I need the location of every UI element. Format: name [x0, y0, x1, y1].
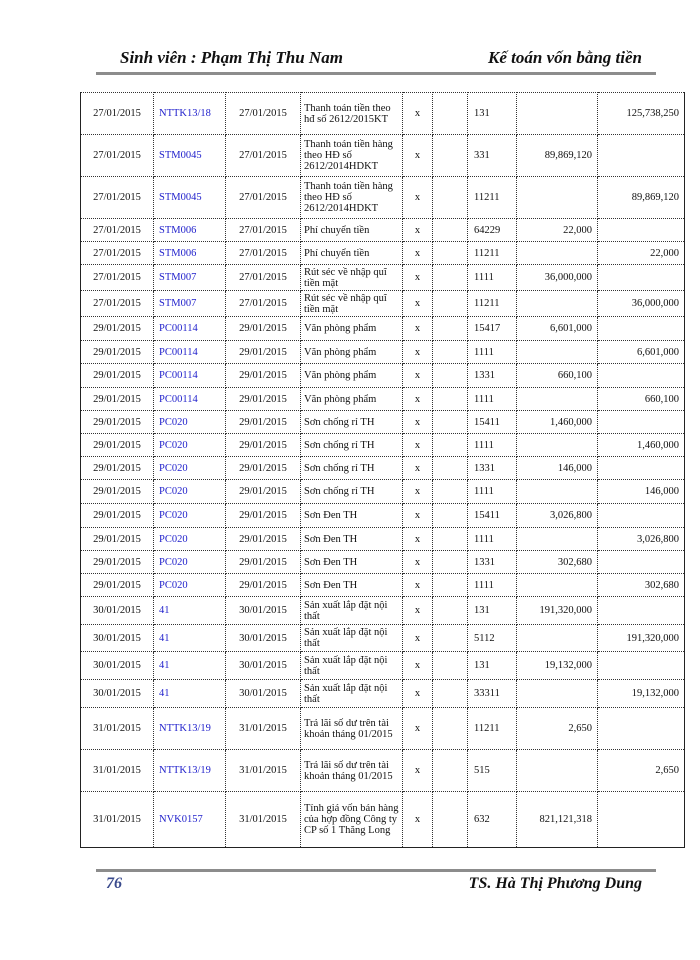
debit-cell: [517, 574, 598, 597]
table-row: [81, 792, 685, 848]
table-row: [81, 388, 685, 411]
description-cell: Văn phòng phẩm: [301, 317, 403, 341]
table-row: [81, 135, 685, 177]
document-date-cell: 31/01/2015: [226, 708, 301, 750]
flag-cell: x: [403, 341, 433, 364]
debit-cell: 2,650: [517, 708, 598, 750]
document-date-cell: 29/01/2015: [226, 574, 301, 597]
debit-cell: 146,000: [517, 457, 598, 480]
account-cell: 131: [468, 597, 517, 625]
date-cell: 27/01/2015: [81, 291, 154, 317]
document-no-cell: STM0045: [154, 135, 226, 177]
blank-cell: [433, 574, 468, 597]
flag-cell: x: [403, 680, 433, 708]
document-date-cell: 29/01/2015: [226, 551, 301, 574]
description-cell: Sơn chống rỉ TH: [301, 457, 403, 480]
account-cell: 11211: [468, 242, 517, 265]
table-row: [81, 680, 685, 708]
document-date-cell: 29/01/2015: [226, 411, 301, 434]
document-date-cell: 29/01/2015: [226, 364, 301, 388]
description-cell: Sản xuất lắp đặt nội thất: [301, 680, 403, 708]
credit-cell: 22,000: [598, 242, 685, 265]
page-number: 76: [106, 875, 122, 892]
table-row: [81, 750, 685, 792]
table-row: [81, 265, 685, 291]
document-date-cell: 27/01/2015: [226, 93, 301, 135]
account-cell: 515: [468, 750, 517, 792]
account-cell: 1111: [468, 574, 517, 597]
flag-cell: x: [403, 388, 433, 411]
description-cell: Sản xuất lắp đặt nội thất: [301, 652, 403, 680]
description-cell: Phí chuyển tiền: [301, 242, 403, 265]
blank-cell: [433, 792, 468, 848]
flag-cell: x: [403, 434, 433, 457]
document-no-cell: STM007: [154, 291, 226, 317]
date-cell: 29/01/2015: [81, 411, 154, 434]
date-cell: 29/01/2015: [81, 551, 154, 574]
table-row: [81, 291, 685, 317]
document-no-cell: PC020: [154, 457, 226, 480]
credit-cell: [598, 597, 685, 625]
debit-cell: [517, 528, 598, 551]
account-cell: 33311: [468, 680, 517, 708]
description-cell: Trả lãi số dư trên tài khoản tháng 01/2015: [301, 750, 403, 792]
debit-cell: [517, 434, 598, 457]
document-no-cell: STM0045: [154, 177, 226, 219]
blank-cell: [433, 551, 468, 574]
date-cell: 29/01/2015: [81, 574, 154, 597]
document-no-cell: PC020: [154, 480, 226, 504]
account-cell: 331: [468, 135, 517, 177]
credit-cell: 302,680: [598, 574, 685, 597]
description-cell: Sơn chống rỉ TH: [301, 411, 403, 434]
table-row: [81, 219, 685, 242]
debit-cell: 660,100: [517, 364, 598, 388]
document-date-cell: 29/01/2015: [226, 388, 301, 411]
date-cell: 29/01/2015: [81, 388, 154, 411]
document-no-cell: PC00114: [154, 388, 226, 411]
document-no-cell: STM006: [154, 242, 226, 265]
credit-cell: 2,650: [598, 750, 685, 792]
table-row: [81, 177, 685, 219]
date-cell: 29/01/2015: [81, 317, 154, 341]
debit-cell: [517, 480, 598, 504]
blank-cell: [433, 177, 468, 219]
debit-cell: [517, 680, 598, 708]
document-no-cell: NTTK13/19: [154, 708, 226, 750]
credit-cell: [598, 652, 685, 680]
debit-cell: [517, 242, 598, 265]
date-cell: 29/01/2015: [81, 504, 154, 528]
description-cell: Sơn Đen TH: [301, 528, 403, 551]
account-cell: 632: [468, 792, 517, 848]
debit-cell: 6,601,000: [517, 317, 598, 341]
table-row: [81, 434, 685, 457]
document-no-cell: PC020: [154, 574, 226, 597]
credit-cell: 89,869,120: [598, 177, 685, 219]
table-row: [81, 317, 685, 341]
blank-cell: [433, 219, 468, 242]
account-cell: 1331: [468, 457, 517, 480]
date-cell: 30/01/2015: [81, 597, 154, 625]
flag-cell: x: [403, 317, 433, 341]
description-cell: Sơn chống rỉ TH: [301, 434, 403, 457]
credit-cell: [598, 551, 685, 574]
blank-cell: [433, 652, 468, 680]
description-cell: Phí chuyển tiền: [301, 219, 403, 242]
document-no-cell: NTTK13/19: [154, 750, 226, 792]
table-row: [81, 597, 685, 625]
account-cell: 1331: [468, 551, 517, 574]
blank-cell: [433, 364, 468, 388]
account-cell: 1331: [468, 364, 517, 388]
date-cell: 27/01/2015: [81, 219, 154, 242]
flag-cell: x: [403, 364, 433, 388]
credit-cell: [598, 792, 685, 848]
table-row: [81, 93, 685, 135]
account-cell: 11211: [468, 291, 517, 317]
blank-cell: [433, 291, 468, 317]
flag-cell: x: [403, 597, 433, 625]
credit-cell: [598, 317, 685, 341]
document-no-cell: PC00114: [154, 317, 226, 341]
date-cell: 30/01/2015: [81, 625, 154, 652]
account-cell: 1111: [468, 341, 517, 364]
document-no-cell: PC020: [154, 551, 226, 574]
document-date-cell: 30/01/2015: [226, 625, 301, 652]
student-name: Sinh viên : Phạm Thị Thu Nam: [120, 48, 343, 67]
blank-cell: [433, 265, 468, 291]
credit-cell: 19,132,000: [598, 680, 685, 708]
account-cell: 64229: [468, 219, 517, 242]
document-date-cell: 29/01/2015: [226, 480, 301, 504]
date-cell: 29/01/2015: [81, 457, 154, 480]
page-header: [112, 46, 642, 72]
date-cell: 27/01/2015: [81, 93, 154, 135]
footer-rule: [96, 869, 656, 872]
credit-cell: 125,738,250: [598, 93, 685, 135]
account-cell: 1111: [468, 388, 517, 411]
blank-cell: [433, 750, 468, 792]
document-date-cell: 29/01/2015: [226, 457, 301, 480]
description-cell: Tính giá vốn bán hàng của hợp đồng Công ty CP số 1 Thăng Long: [301, 792, 403, 848]
description-cell: Thanh toán tiền hàng theo HĐ số 2612/2014HDKT: [301, 135, 403, 177]
document-date-cell: 29/01/2015: [226, 317, 301, 341]
credit-cell: 660,100: [598, 388, 685, 411]
date-cell: 31/01/2015: [81, 750, 154, 792]
flag-cell: x: [403, 242, 433, 265]
credit-cell: [598, 457, 685, 480]
account-cell: 15411: [468, 504, 517, 528]
document-no-cell: NVK0157: [154, 792, 226, 848]
account-cell: 1111: [468, 480, 517, 504]
flag-cell: x: [403, 750, 433, 792]
document-date-cell: 27/01/2015: [226, 265, 301, 291]
document-no-cell: PC020: [154, 528, 226, 551]
debit-cell: 821,121,318: [517, 792, 598, 848]
credit-cell: [598, 135, 685, 177]
account-cell: 1111: [468, 265, 517, 291]
document-date-cell: 30/01/2015: [226, 597, 301, 625]
flag-cell: x: [403, 219, 433, 242]
description-cell: Sản xuất lắp đặt nội thất: [301, 597, 403, 625]
blank-cell: [433, 93, 468, 135]
blank-cell: [433, 242, 468, 265]
flag-cell: x: [403, 708, 433, 750]
account-cell: 11211: [468, 177, 517, 219]
document-no-cell: 41: [154, 625, 226, 652]
document-no-cell: 41: [154, 652, 226, 680]
blank-cell: [433, 708, 468, 750]
flag-cell: x: [403, 652, 433, 680]
document-no-cell: NTTK13/18: [154, 93, 226, 135]
flag-cell: x: [403, 574, 433, 597]
description-cell: Sơn Đen TH: [301, 504, 403, 528]
debit-cell: 3,026,800: [517, 504, 598, 528]
blank-cell: [433, 457, 468, 480]
flag-cell: x: [403, 551, 433, 574]
document-date-cell: 29/01/2015: [226, 434, 301, 457]
account-cell: 15417: [468, 317, 517, 341]
page-footer: [106, 873, 642, 895]
document-no-cell: PC020: [154, 434, 226, 457]
date-cell: 29/01/2015: [81, 480, 154, 504]
debit-cell: [517, 388, 598, 411]
account-cell: 131: [468, 652, 517, 680]
credit-cell: [598, 411, 685, 434]
report-topic: Kế toán vốn bằng tiền: [488, 48, 642, 67]
table-row: [81, 574, 685, 597]
table-row: [81, 625, 685, 652]
blank-cell: [433, 388, 468, 411]
debit-cell: [517, 177, 598, 219]
date-cell: 29/01/2015: [81, 528, 154, 551]
description-cell: Sản xuất lắp đặt nội thất: [301, 625, 403, 652]
flag-cell: x: [403, 291, 433, 317]
blank-cell: [433, 135, 468, 177]
date-cell: 30/01/2015: [81, 652, 154, 680]
description-cell: Văn phòng phẩm: [301, 364, 403, 388]
document-date-cell: 27/01/2015: [226, 219, 301, 242]
document-no-cell: PC020: [154, 504, 226, 528]
table-row: [81, 242, 685, 265]
credit-cell: [598, 364, 685, 388]
table-row: [81, 364, 685, 388]
debit-cell: [517, 625, 598, 652]
description-cell: Sơn Đen TH: [301, 551, 403, 574]
document-no-cell: 41: [154, 680, 226, 708]
document-date-cell: 27/01/2015: [226, 177, 301, 219]
description-cell: Thanh toán tiền hàng theo HĐ số 2612/2014HDKT: [301, 177, 403, 219]
account-cell: 5112: [468, 625, 517, 652]
description-cell: Sơn Đen TH: [301, 574, 403, 597]
date-cell: 27/01/2015: [81, 242, 154, 265]
date-cell: 27/01/2015: [81, 177, 154, 219]
date-cell: 27/01/2015: [81, 135, 154, 177]
description-cell: Văn phòng phẩm: [301, 388, 403, 411]
table-row: [81, 411, 685, 434]
document-date-cell: 30/01/2015: [226, 680, 301, 708]
debit-cell: 191,320,000: [517, 597, 598, 625]
document-no-cell: PC00114: [154, 341, 226, 364]
document-no-cell: PC020: [154, 411, 226, 434]
table-row: [81, 457, 685, 480]
date-cell: 29/01/2015: [81, 364, 154, 388]
flag-cell: x: [403, 457, 433, 480]
debit-cell: 36,000,000: [517, 265, 598, 291]
blank-cell: [433, 317, 468, 341]
table-row: [81, 708, 685, 750]
flag-cell: x: [403, 480, 433, 504]
debit-cell: 19,132,000: [517, 652, 598, 680]
table-row: [81, 480, 685, 504]
flag-cell: x: [403, 411, 433, 434]
document-date-cell: 31/01/2015: [226, 792, 301, 848]
document-no-cell: PC00114: [154, 364, 226, 388]
credit-cell: 3,026,800: [598, 528, 685, 551]
account-cell: 15411: [468, 411, 517, 434]
table-row: [81, 504, 685, 528]
ledger-body: [81, 93, 685, 848]
ledger-table: [80, 92, 685, 848]
blank-cell: [433, 528, 468, 551]
description-cell: Sơn chống rỉ TH: [301, 480, 403, 504]
description-cell: Thanh toán tiền theo hđ số 2612/2015KT: [301, 93, 403, 135]
flag-cell: x: [403, 93, 433, 135]
flag-cell: x: [403, 504, 433, 528]
description-cell: Trả lãi số dư trên tài khoản tháng 01/2015: [301, 708, 403, 750]
blank-cell: [433, 480, 468, 504]
debit-cell: 22,000: [517, 219, 598, 242]
description-cell: Rút séc về nhập quĩ tiền mặt: [301, 291, 403, 317]
credit-cell: [598, 708, 685, 750]
document-date-cell: 27/01/2015: [226, 242, 301, 265]
document-date-cell: 31/01/2015: [226, 750, 301, 792]
date-cell: 29/01/2015: [81, 434, 154, 457]
document-no-cell: STM007: [154, 265, 226, 291]
debit-cell: [517, 291, 598, 317]
account-cell: 131: [468, 93, 517, 135]
credit-cell: 36,000,000: [598, 291, 685, 317]
blank-cell: [433, 434, 468, 457]
blank-cell: [433, 341, 468, 364]
flag-cell: x: [403, 792, 433, 848]
header-rule: [96, 72, 656, 75]
supervisor-name: TS. Hà Thị Phương Dung: [468, 875, 642, 892]
date-cell: 31/01/2015: [81, 708, 154, 750]
debit-cell: [517, 750, 598, 792]
credit-cell: [598, 265, 685, 291]
credit-cell: 6,601,000: [598, 341, 685, 364]
table-row: [81, 341, 685, 364]
blank-cell: [433, 597, 468, 625]
table-row: [81, 551, 685, 574]
account-cell: 1111: [468, 528, 517, 551]
description-cell: Rút séc về nhập quĩ tiền mặt: [301, 265, 403, 291]
flag-cell: x: [403, 135, 433, 177]
document-date-cell: 29/01/2015: [226, 528, 301, 551]
document-date-cell: 30/01/2015: [226, 652, 301, 680]
credit-cell: [598, 219, 685, 242]
document-date-cell: 29/01/2015: [226, 504, 301, 528]
blank-cell: [433, 411, 468, 434]
blank-cell: [433, 680, 468, 708]
debit-cell: [517, 93, 598, 135]
document-date-cell: 29/01/2015: [226, 341, 301, 364]
flag-cell: x: [403, 265, 433, 291]
date-cell: 30/01/2015: [81, 680, 154, 708]
table-row: [81, 528, 685, 551]
debit-cell: 1,460,000: [517, 411, 598, 434]
blank-cell: [433, 504, 468, 528]
date-cell: 31/01/2015: [81, 792, 154, 848]
account-cell: 1111: [468, 434, 517, 457]
date-cell: 27/01/2015: [81, 265, 154, 291]
debit-cell: [517, 341, 598, 364]
credit-cell: 146,000: [598, 480, 685, 504]
document-date-cell: 27/01/2015: [226, 291, 301, 317]
credit-cell: [598, 504, 685, 528]
debit-cell: 302,680: [517, 551, 598, 574]
date-cell: 29/01/2015: [81, 341, 154, 364]
credit-cell: 191,320,000: [598, 625, 685, 652]
debit-cell: 89,869,120: [517, 135, 598, 177]
flag-cell: x: [403, 177, 433, 219]
document-no-cell: STM006: [154, 219, 226, 242]
table-row: [81, 652, 685, 680]
blank-cell: [433, 625, 468, 652]
document-date-cell: 27/01/2015: [226, 135, 301, 177]
flag-cell: x: [403, 528, 433, 551]
flag-cell: x: [403, 625, 433, 652]
account-cell: 11211: [468, 708, 517, 750]
document-no-cell: 41: [154, 597, 226, 625]
description-cell: Văn phòng phẩm: [301, 341, 403, 364]
credit-cell: 1,460,000: [598, 434, 685, 457]
